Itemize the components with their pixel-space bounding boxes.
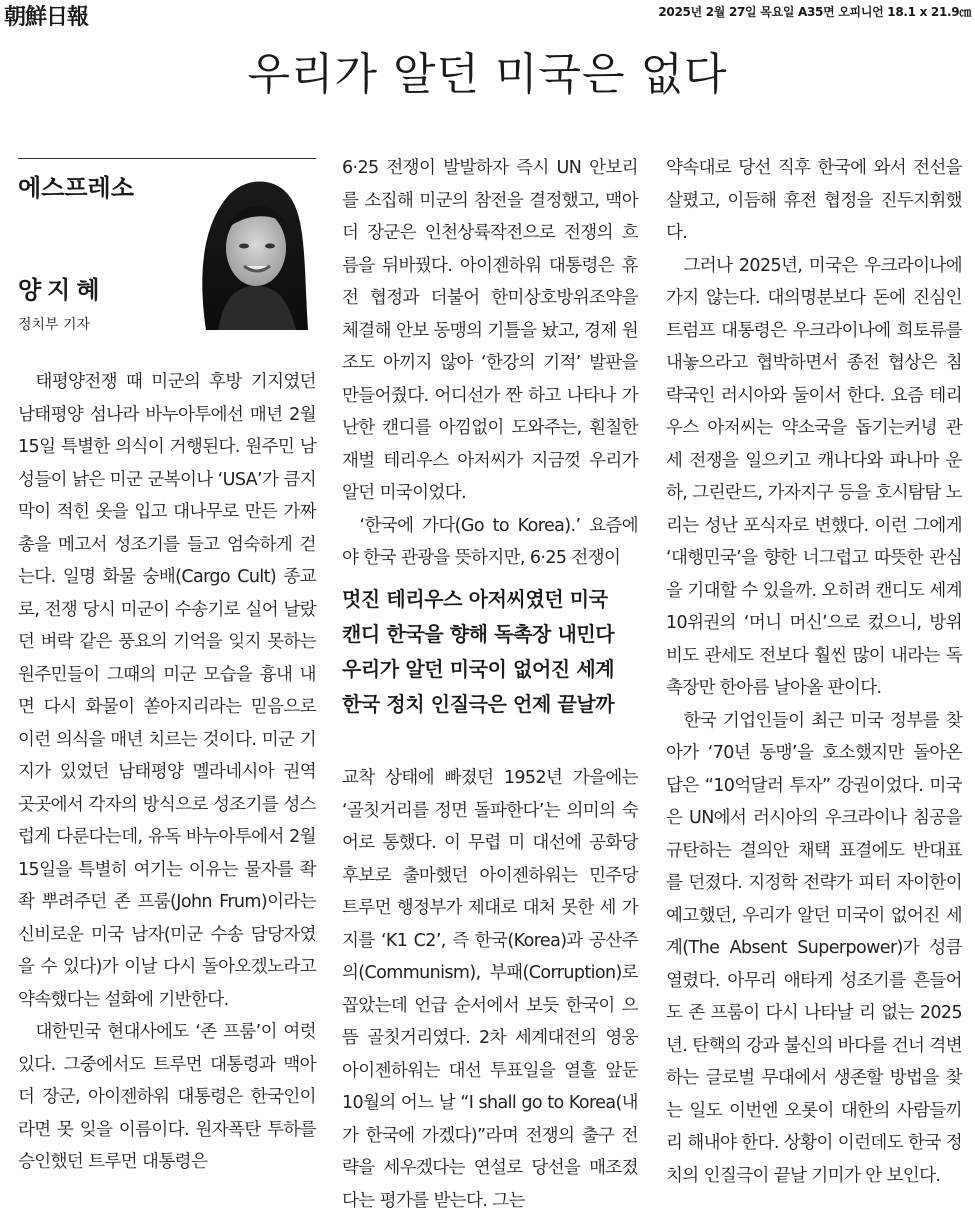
author-department: 정치부 기자 — [18, 317, 91, 333]
paragraph: 한국 기업인들이 최근 미국 정부를 찾아가 ‘70년 동맹’을 호소했지만 돌아온 답은 “10억달러 투자” 강권이었다. 미국은 UN에서 러시아의 우크라이나 침공을 규탄하는 결의안 채택 표결에도 반대표를 던졌다. 지정학 전략가 피터 자이한이 예고했던, 우리가 알던 미국이 없어진 세계(The Absent Superpower)가 성큼 열렸다. 아무리 애타게 성조기를 흔들어도 존 프룸이 다시 나타날 리 없는 2025년. 탄핵의 강과 불신의 바다를 건너 격변하는 글로벌 무대에서 생존할 방법을 찾는 일도 이번엔 오롯이 대한의 사람들끼리 해내야 한다. 상황이 이런데도 한국 정치의 인질극이 끝날 기미가 안 보인다. — [666, 710, 962, 1186]
author-name: 양지혜 — [18, 276, 106, 304]
pull-quote-line: 캔디 한국을 향해 독촉장 내민다 — [342, 622, 615, 646]
publication-info: 2025년 2월 27일 목요일 A35면 오피니언 18.1 x 21.9㎝ — [658, 5, 971, 19]
column-2-bottom — [342, 762, 638, 1217]
paragraph: 그러나 2025년, 미국은 우크라이나에 가지 않는다. 대의명분보다 돈에 진심인 트럼프 대통령은 우크라이나에 희토류를 내놓으라고 협박하면서 종전 협상은 침략국인 러시아와 둘이서 한다. 요즘 테리우스 아저씨는 약소국을 돕기는커녕 관세 전쟁을 일으키고 캐나다와 파나마 운하, 그린란드, 가자지구 등을 호시탐탐 노리는 성난 포식자로 변했다. 이런 그에게 ‘대행민국’을 향한 너그럽고 따뜻한 관심을 기대할 수 있을까. 오히려 캔디도 세계 10위권의 ‘머니 머신’으로 컸으니, 방위비도 관세도 전보다 훨씬 많이 내라는 독촉장만 한아름 날아올 판이다. — [666, 255, 962, 698]
newspaper-logo: 朝鮮日報 — [4, 4, 89, 30]
paragraph: 태평양전쟁 때 미군의 후방 기지였던 남태평양 섬나라 바누아투에선 매년 2월 15일 특별한 의식이 거행된다. 원주민 남성들이 낡은 미군 군복이나 ‘USA’가 큼지막이 적힌 옷을 입고 대나무로 만든 가짜 총을 메고서 성조기를 들고 엄숙하게 걷는다. 일명 화물 숭배(Cargo Cult) 종교로, 전쟁 당시 미군이 수송기로 실어 날랐던 벼락 같은 풍요의 기억을 잊지 못하는 원주민들이 그때의 미군 모습을 흉내 내면 다시 화물이 쏟아지리라는 믿음으로 이런 의식을 매년 치르는 것이다. 미군 기지가 있었던 남태평양 멜라네시아 권역 곳곳에서 각자의 방식으로 성조기를 성스럽게 다룬다는데, 유독 바누아투에서 2월 15일을 특별히 여기는 이유는 물자를 좍좍 뿌려주던 존 프룸(John Frum)이라는 신비로운 미국 남자(미군 수송 담당자였을 수 있다)가 이날 다시 돌아오겠노라고 약속했다는 설화에 기반한다. — [18, 372, 316, 1010]
pull-quote-line: 우리가 알던 미국이 없어진 세계 — [342, 657, 615, 681]
column-2-top — [342, 152, 638, 575]
pull-quote — [342, 582, 638, 722]
column-1 — [18, 366, 316, 1179]
headline: 우리가 알던 미국은 없다 — [247, 49, 728, 100]
masthead — [0, 0, 975, 30]
author-photo — [188, 166, 316, 330]
paragraph: 교착 상태에 빠졌던 1952년 가을에는 ‘골칫거리를 정면 돌파한다’는 의미의 숙어로 통했다. 이 무렵 미 대선에 공화당 후보로 출마했던 아이젠하워는 민주당 트루먼 행정부가 제대로 대처 못한 세 가지를 ‘K1 C2’, 즉 한국(Korea)과 공산주의(Communism), 부패(Corruption)로 꼽았는데 언급 순서에서 보듯 한국이 으뜸 골칫거리였다. 2차 세계대전의 영웅 아이젠하워는 대선 투표일을 열흘 앞둔 10월의 어느 날 “I shall go to Korea(내가 한국에 가겠다)”라며 전쟁의 출구 전략을 세우겠다는 연설로 당선을 매조졌다는 평가를 받는다. 그는 — [342, 768, 638, 1211]
pull-quote-line: 멋진 테리우스 아저씨였던 미국 — [342, 587, 608, 611]
column-series: 에스프레소 — [18, 174, 134, 202]
column-divider — [18, 158, 316, 159]
paragraph: 6·25 전쟁이 발발하자 즉시 UN 안보리를 소집해 미군의 참전을 결정했고, 맥아더 장군은 인천상륙작전으로 전쟁의 흐름을 뒤바꿨다. 아이젠하워 대통령은 휴전 협정과 더불어 한미상호방위조약을 체결해 안보 동맹의 기틀을 놨고, 경제 원조도 아끼지 않아 ‘한강의 기적’ 발판을 만들어줬다. 어디선가 짠 하고 나타나 가난한 캔디를 아낌없이 도와주는, 훤칠한 재벌 테리우스 아저씨가 지금껏 우리가 알던 미국이었다. — [342, 158, 638, 503]
paragraph: ‘한국에 가다(Go to Korea).’ 요즘에야 한국 관광을 뜻하지만, 6·25 전쟁이 — [342, 515, 638, 568]
column-3 — [666, 152, 962, 1192]
paragraph: 약속대로 당선 직후 한국에 와서 전선을 살폈고, 이듬해 휴전 협정을 진두지휘했다. — [666, 158, 962, 243]
paragraph: 대한민국 현대사에도 ‘존 프룸’이 여럿 있다. 그중에서도 트루먼 대통령과 맥아더 장군, 아이젠하워 대통령은 한국인이라면 못 잊을 이름이다. 원자폭탄 투하를 승인했던 트루먼 대통령은 — [18, 1022, 316, 1172]
pull-quote-line: 한국 정치 인질극은 언제 끝날까 — [342, 692, 615, 716]
